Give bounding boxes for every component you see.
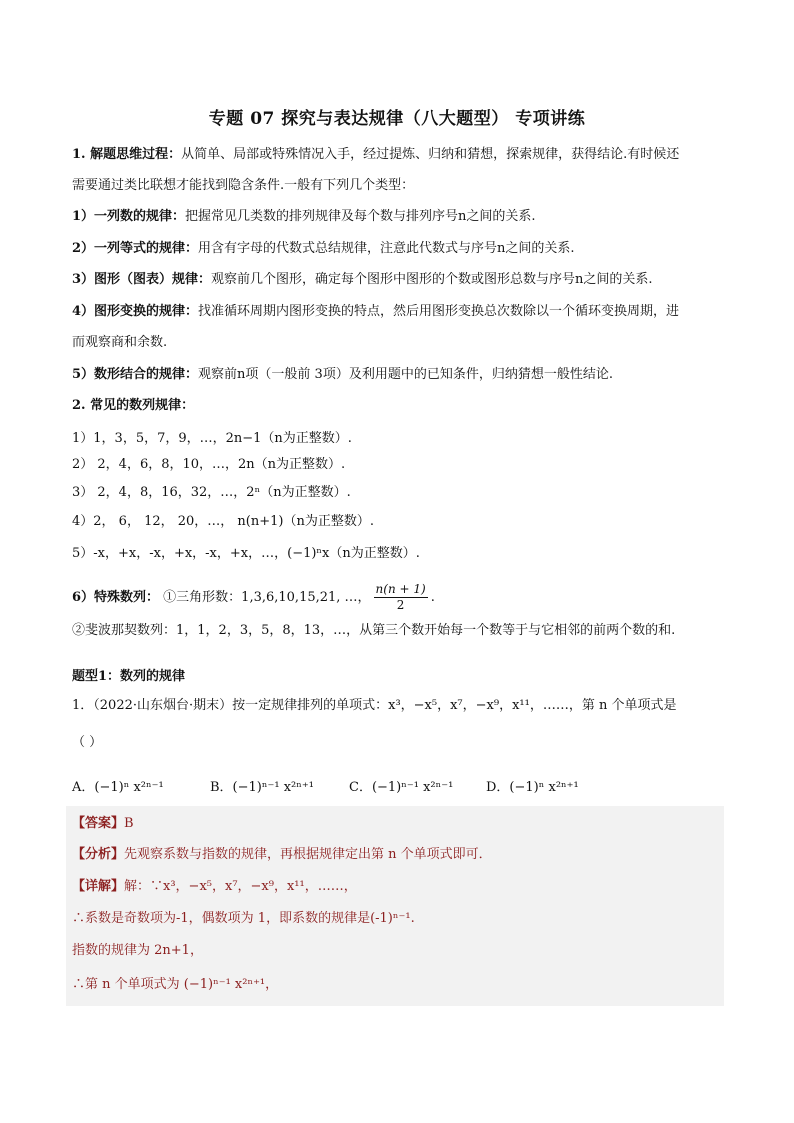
detail-text: 解：∵x³，−x⁵，x⁷，−x⁹，x¹¹，……， bbox=[124, 879, 357, 894]
type-4-label: 4）图形变换的规律： bbox=[72, 304, 199, 319]
analysis-tag: 【分析】 bbox=[72, 847, 125, 862]
type-4-line-2: 而观察商和余数. bbox=[72, 335, 168, 350]
answer-value: B bbox=[124, 816, 134, 831]
sequence-3: 3） 2，4，8，16，32，…，2ⁿ（n为正整数）. bbox=[72, 485, 351, 500]
exponent-rule: 指数的规律为 2n+1， bbox=[72, 943, 203, 958]
option-a[interactable]: A．(−1)ⁿ x²ⁿ⁻¹ bbox=[72, 780, 164, 795]
sequence-1: 1）1，3，5，7，9，…，2n−1（n为正整数）. bbox=[72, 431, 352, 446]
analysis-line bbox=[72, 846, 722, 864]
type-1-rule bbox=[72, 208, 732, 226]
intro-line-1: 从简单、局部或特殊情况入手，经过提炼、归纳和猜想，探索规律，获得结论.有时候还 bbox=[181, 147, 680, 162]
type-3-rule bbox=[72, 271, 732, 289]
option-d[interactable]: D．(−1)ⁿ x²ⁿ⁺¹ bbox=[486, 780, 579, 795]
type-1-text: 把握常见几类数的排列规律及每个数与排列序号n之间的关系. bbox=[185, 209, 536, 224]
page-title: 专题 07 探究与表达规律（八大题型） 专项讲练 bbox=[208, 109, 586, 129]
question-line-1: 1．（2022·山东烟台·期末）按一定规律排列的单项式：x³，−x⁵，x⁷，−x⁹，x¹¹，……，第 n 个单项式是 bbox=[72, 698, 677, 713]
fibonacci-sequence: ②斐波那契数列：1，1，2，3，5，8，13，…，从第三个数开始每一个数等于与它相邻的前两个数的和. bbox=[72, 623, 676, 638]
type-4-line-1: 找准循环周期内图形变换的特点，然后用图形变换总次数除以一个循环变换周期，进 bbox=[198, 304, 680, 319]
formula-numerator: n(n + 1) bbox=[375, 582, 426, 596]
special-sequence: 6）特殊数列： ①三角形数：1,3,6,10,15,21, …， $\frac{n(n + 1)}{2}$ . bbox=[72, 582, 435, 612]
type-4-rule bbox=[72, 303, 732, 321]
type-5-rule bbox=[72, 366, 732, 384]
detail-line bbox=[72, 878, 722, 896]
answer-line bbox=[72, 815, 722, 833]
sequence-4: 4）2， 6， 12， 20，…， n(n+1)（n为正整数）. bbox=[72, 514, 374, 529]
type-5-label: 5）数形结合的规律： bbox=[72, 367, 199, 382]
type-3-text: 观察前几个图形，确定每个图形中图形的个数或图形总数与序号n之间的关系. bbox=[211, 272, 653, 287]
section-2-heading: 2. 常见的数列规律： bbox=[72, 398, 195, 413]
conclusion-line: ∴第 n 个单项式为 (−1)ⁿ⁻¹ x²ⁿ⁺¹， bbox=[72, 977, 279, 992]
type-3-label: 3）图形（图表）规律： bbox=[72, 272, 212, 287]
formula-denominator: 2 bbox=[396, 598, 405, 612]
type-2-rule bbox=[72, 240, 732, 258]
triangular-numbers: ①三角形数：1,3,6,10,15,21, …， bbox=[159, 590, 371, 605]
type1-heading: 题型1：数列的规律 bbox=[72, 669, 186, 684]
detail-tag: 【详解】 bbox=[72, 879, 125, 894]
type-2-label: 2）一列等式的规律： bbox=[72, 241, 199, 256]
intro-label: 1. 解题思维过程： bbox=[72, 147, 182, 162]
type-1-label: 1）一列数的规律： bbox=[72, 209, 186, 224]
special-sequence-label: 6）特殊数列： bbox=[72, 590, 160, 605]
answer-tag: 【答案】 bbox=[72, 816, 125, 831]
analysis-text: 先观察系数与指数的规律，再根据规律定出第 n 个单项式即可． bbox=[124, 847, 492, 862]
option-c[interactable]: C．(−1)ⁿ⁻¹ x²ⁿ⁻¹ bbox=[349, 780, 454, 795]
intro-paragraph bbox=[72, 146, 732, 164]
sequence-2: 2） 2，4，6，8，10，…，2n（n为正整数）. bbox=[72, 457, 346, 472]
triangular-formula bbox=[374, 582, 428, 613]
type-5-text: 观察前n项（一般前 3项）及利用题中的已知条件，归纳猜想一般性结论. bbox=[198, 367, 613, 382]
option-b[interactable]: B．(−1)ⁿ⁻¹ x²ⁿ⁺¹ bbox=[210, 780, 314, 795]
sequence-5: 5）-x，+x，-x，+x，-x，+x，…，(−1)ⁿx（n为正整数）. bbox=[72, 546, 420, 561]
intro-line-2: 需要通过类比联想才能找到隐含条件.一般有下列几个类型： bbox=[72, 178, 415, 193]
type-2-text: 用含有字母的代数式总结规律，注意此代数式与序号n之间的关系. bbox=[198, 241, 575, 256]
question-line-2: （ ） bbox=[72, 735, 103, 750]
coefficient-rule: ∴系数是奇数项为-1，偶数项为 1，即系数的规律是(-1)ⁿ⁻¹. bbox=[72, 911, 415, 926]
